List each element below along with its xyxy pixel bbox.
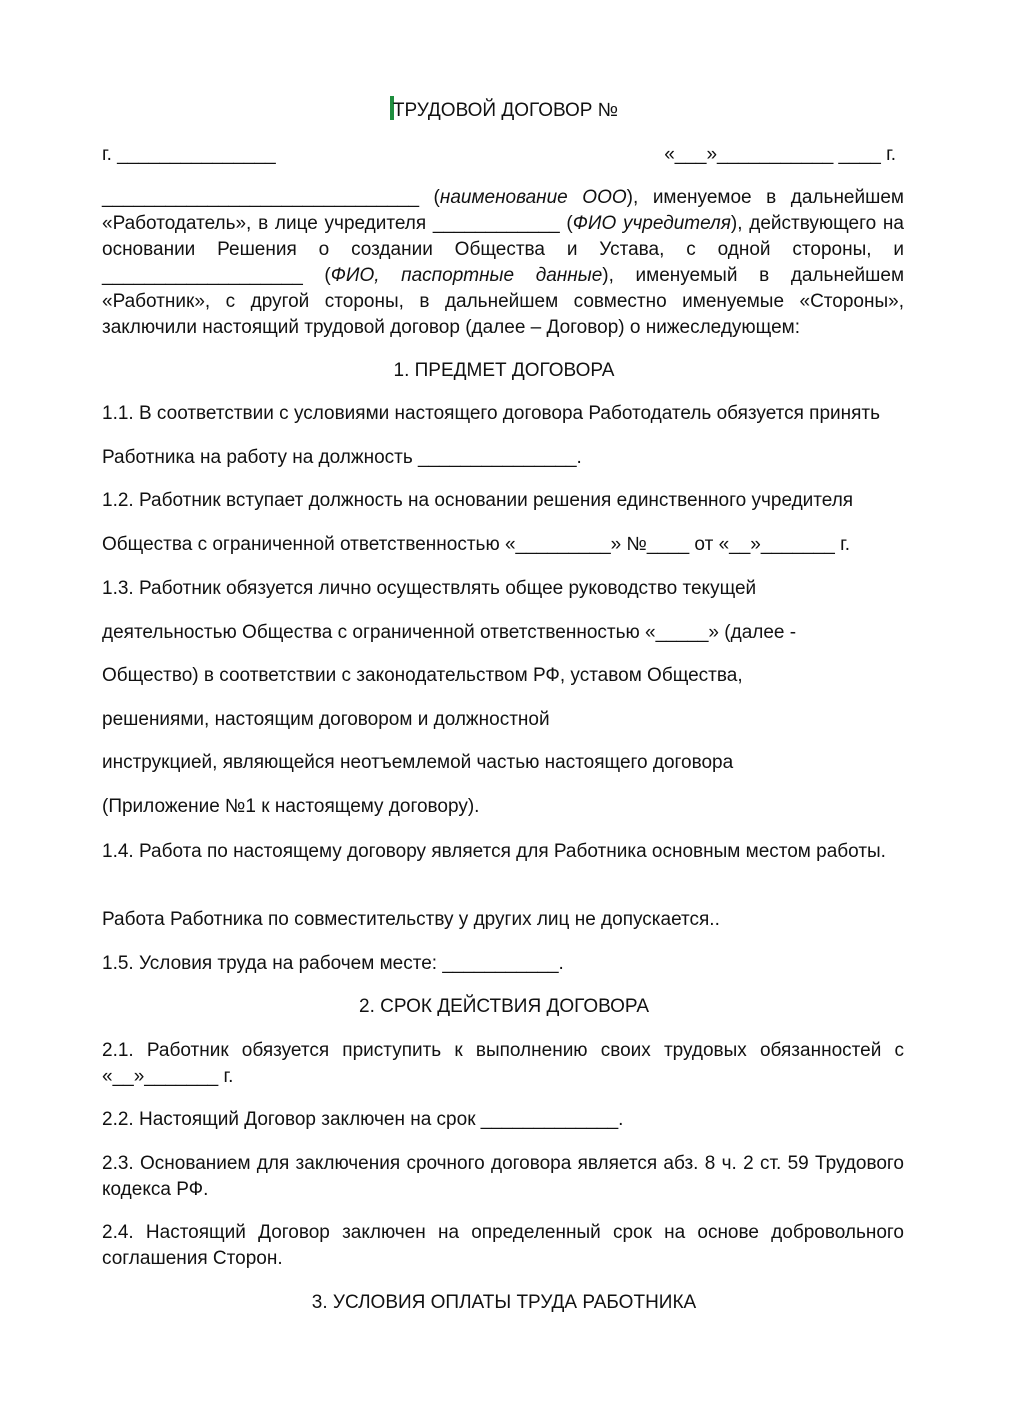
clause-1-1-line-1[interactable]: 1.1. В соответствии с условиями настоящего договора Работодатель обязуется принять <box>102 403 881 424</box>
clause-2-2[interactable]: 2.2. Настоящий Договор заключен на срок _____________. <box>102 1109 624 1130</box>
clause-1-2-line-2[interactable]: Общества с ограниченной ответственностью «_________» №____ от «__»_______ г. <box>102 534 850 555</box>
preamble-paragraph[interactable]: ______________________________ (наименование ООО), именуемое в дальнейшем «Работодатель», в лице учредителя ____________ (ФИО учредителя), действующего на основании Решения о создании Общества и Устава, с одной стороны, и ___________________ (ФИО, паспортные данные), именуемый в дальнейшем «Работник», с другой стороны, в дальнейшем совместно именуемые «Стороны», заключили настоящий трудовой договор (далее – Договор) о нижеследующем: <box>102 187 904 338</box>
section-1-heading: 1. ПРЕДМЕТ ДОГОВОРА <box>393 360 615 381</box>
clause-1-3-line-1[interactable]: 1.3. Работник обязуется лично осуществлять общее руководство текущей <box>102 578 757 599</box>
placeholder-employee-data: ФИО, паспортные данные <box>330 265 603 286</box>
city-line[interactable]: г. _______________ <box>102 144 276 165</box>
clause-1-3-line-4[interactable]: решениями, настоящим договором и должностной <box>102 709 550 730</box>
place-date-row <box>102 142 896 168</box>
clause-1-3-line-2[interactable]: деятельностью Общества с ограниченной ответственностью «_____» (далее - <box>102 622 797 643</box>
clause-2-1[interactable]: 2.1. Работник обязуется приступить к выполнению своих трудовых обязанностей с «__»_______ г. <box>102 1040 904 1087</box>
clause-1-4[interactable]: 1.4. Работа по настоящему договору является для Работника основным местом работы. <box>102 841 886 862</box>
clause-1-5[interactable]: 1.5. Условия труда на рабочем месте: ___________. <box>102 953 564 974</box>
section-3-heading: 3. УСЛОВИЯ ОПЛАТЫ ТРУДА РАБОТНИКА <box>311 1292 697 1313</box>
clause-1-4-note[interactable]: Работа Работника по совместительству у других лиц не допускается.. <box>102 909 720 930</box>
clause-1-3-line-6[interactable]: (Приложение №1 к настоящему договору). <box>102 796 480 817</box>
clause-1-3-line-5[interactable]: инструкцией, являющейся неотъемлемой частью настоящего договора <box>102 752 734 773</box>
placeholder-founder-name: ФИО учредителя <box>572 213 731 234</box>
clause-2-3[interactable]: 2.3. Основанием для заключения срочного договора является абз. 8 ч. 2 ст. 59 Трудового кодекса РФ. <box>102 1153 904 1200</box>
date-line[interactable]: «___»___________ ____ г. <box>664 144 896 165</box>
placeholder-company-name: наименование ООО <box>439 187 627 208</box>
clause-1-3-line-3[interactable]: Общество) в соответствии с законодательством РФ, уставом Общества, <box>102 665 743 686</box>
document-title: ТРУДОВОЙ ДОГОВОР № <box>0 96 1008 124</box>
clause-1-1-line-2[interactable]: Работника на работу на должность _______________. <box>102 447 582 468</box>
clause-1-2-line-1[interactable]: 1.2. Работник вступает должность на основании решения единственного учредителя <box>102 490 854 511</box>
clause-2-4[interactable]: 2.4. Настоящий Договор заключен на определенный срок на основе добровольного соглашения Сторон. <box>102 1222 904 1269</box>
section-2-heading: 2. СРОК ДЕЙСТВИЯ ДОГОВОРА <box>359 996 649 1017</box>
